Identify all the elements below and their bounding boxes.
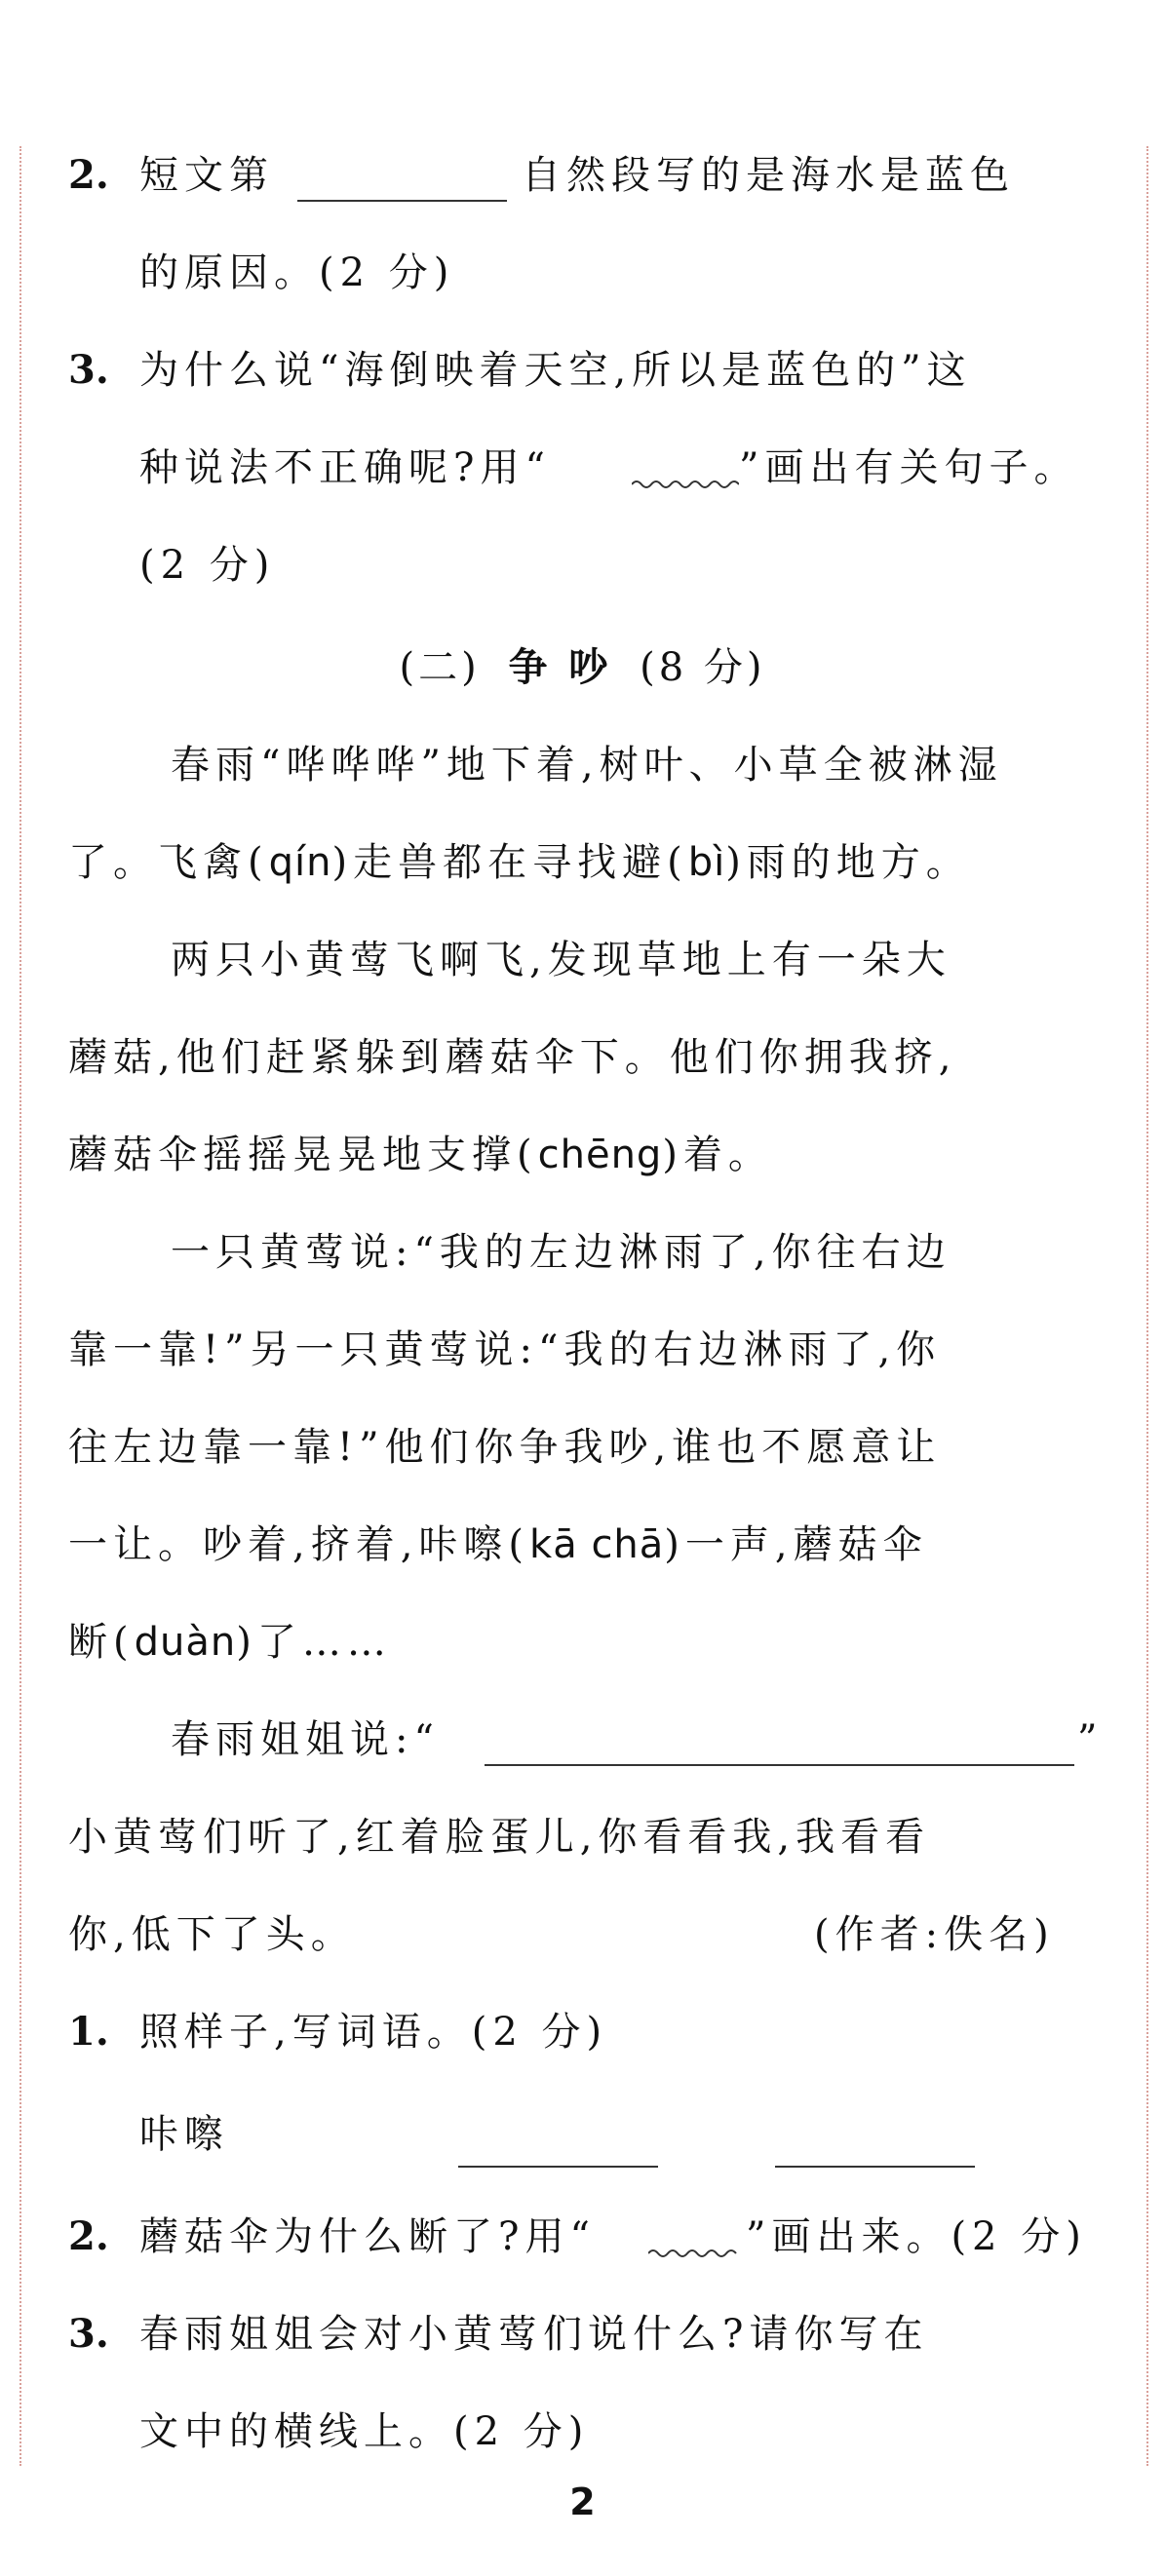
wavy-underline-icon [632, 478, 739, 491]
question-text: 短文第 [139, 153, 274, 198]
section-score: (8 分) [640, 645, 766, 690]
story-text: )了…… [236, 1620, 392, 1665]
question-text: 自然段写的是海水是蓝色 [522, 153, 1015, 198]
question-text: ”画出来。(2 分) [746, 2214, 1087, 2259]
story-text: 你,低下了头。 [68, 1912, 356, 1957]
story-text: )走兽都在寻找避( [331, 840, 688, 885]
story-text: ” [1077, 1717, 1104, 1762]
page-number: 2 [569, 2480, 596, 2523]
sub-question-3-line-2: 文中的横线上。(2 分) [139, 2409, 590, 2454]
question-text: 为什么说“海倒映着天空,所以是蓝色的”这 [139, 348, 972, 393]
story-text: )着。 [662, 1133, 773, 1177]
question-2-line-2: 的原因。(2 分) [139, 250, 455, 295]
sub-question-3 [68, 2305, 1102, 2364]
story-line [68, 1516, 1102, 1574]
example-line [139, 2105, 1165, 2164]
paragraph-answer-blank[interactable] [297, 200, 507, 202]
question-number: 3. [68, 347, 109, 393]
sub-question-2 [68, 2208, 1102, 2266]
question-number: 2. [68, 152, 109, 198]
story-text: 春雨姐姐说:“ [171, 1717, 440, 1762]
word-answer-blank-1[interactable] [458, 2166, 658, 2168]
question-3-line-3: (2 分) [139, 543, 276, 588]
example-word: 咔嚓 [139, 2112, 229, 2157]
wavy-underline-icon [648, 2247, 741, 2260]
pinyin: kā chā [529, 1522, 665, 1567]
author-note: (作者:佚名) [814, 1912, 1055, 1957]
pinyin: chēng [537, 1133, 663, 1177]
story-line: 两只小黄莺飞啊飞,发现草地上有一朵大 [171, 938, 951, 982]
pinyin: qín [268, 840, 332, 885]
story-line [171, 1711, 1165, 1769]
story-text: 了。飞禽( [68, 840, 269, 885]
section-title [0, 638, 1165, 697]
question-number: 1. [68, 2009, 109, 2055]
question-number: 3. [68, 2311, 109, 2357]
left-dotted-border [19, 146, 21, 2466]
pinyin: bì [687, 840, 726, 885]
section-number: (二) [399, 645, 481, 690]
story-text: 一让。吵着,挤着,咔嚓( [68, 1522, 530, 1567]
word-answer-blank-2[interactable] [775, 2166, 975, 2168]
question-text: 种说法不正确呢?用“ [139, 445, 551, 490]
story-line: 春雨“哗哗哗”地下着,树叶、小草全被淋湿 [171, 743, 1003, 788]
story-text: )一声,蘑菇伞 [664, 1522, 928, 1567]
story-line: 一只黄莺说:“我的左边淋雨了,你往右边 [171, 1230, 951, 1275]
story-text: )雨的地方。 [725, 840, 971, 885]
story-text: 断( [68, 1620, 135, 1665]
story-line [68, 1613, 1102, 1672]
question-text: ”画出有关句子。 [739, 445, 1079, 490]
story-line: 往左边靠一靠!”他们你争我吵,谁也不愿意让 [68, 1425, 942, 1470]
question-2-line-1 [68, 146, 1102, 205]
story-line [68, 1126, 1102, 1184]
story-line [68, 833, 1102, 892]
story-text: 蘑菇伞摇摇晃晃地支撑( [68, 1133, 538, 1177]
question-3-line-1 [68, 341, 1102, 400]
story-line [68, 1905, 1102, 1964]
story-line: 小黄莺们听了,红着脸蛋儿,你看看我,我看看 [68, 1815, 931, 1860]
sub-question-1 [68, 2003, 1102, 2061]
pinyin: duàn [134, 1620, 237, 1665]
speech-answer-blank[interactable] [485, 1764, 1074, 1766]
question-text: 春雨姐姐会对小黄莺们说什么?请你写在 [139, 2312, 929, 2357]
question-3-line-2 [139, 439, 1165, 497]
section-heading: 争 吵 [508, 645, 612, 690]
story-line: 靠一靠!”另一只黄莺说:“我的右边淋雨了,你 [68, 1327, 942, 1372]
question-number: 2. [68, 2213, 109, 2259]
question-text: 蘑菇伞为什么断了?用“ [139, 2214, 596, 2259]
story-line: 蘑菇,他们赶紧躲到蘑菇伞下。他们你拥我挤, [68, 1035, 957, 1080]
question-text: 照样子,写词语。(2 分) [139, 2010, 608, 2055]
